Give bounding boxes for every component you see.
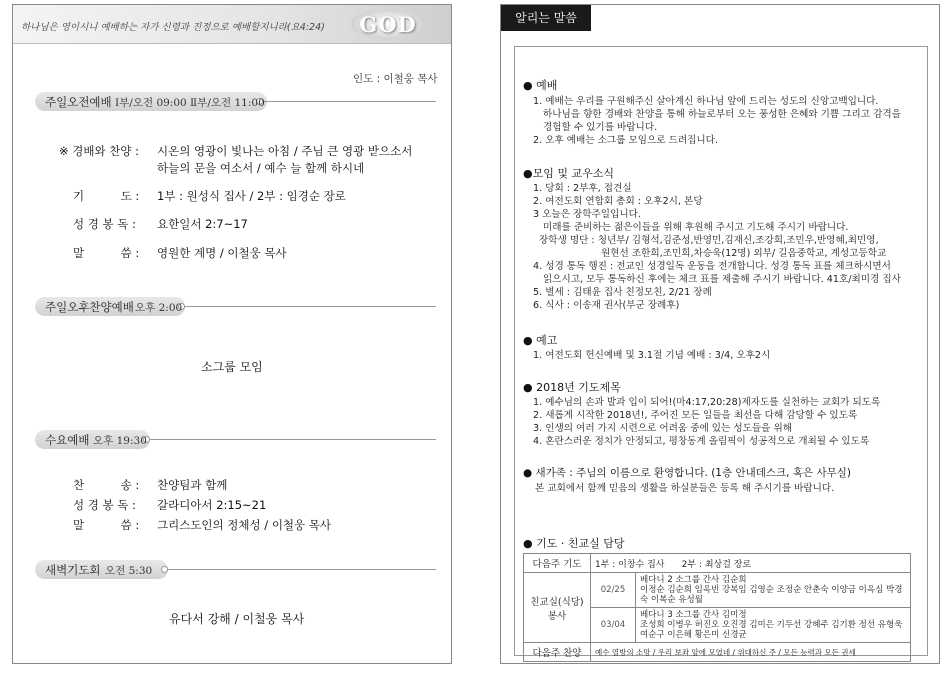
wed-reading-label: 성 경 봉 독 :	[73, 498, 136, 512]
wednesday-service-name: 수요예배	[45, 433, 90, 447]
prayer-label: 기 도 :	[73, 189, 140, 203]
worship-line-4: 2. 오후 예배는 소그룹 모임으로 드려집니다.	[533, 135, 718, 146]
divider-dot	[161, 566, 168, 573]
dawn-service-time: 오전 5:30	[105, 565, 153, 577]
worship-line-2: 하나님을 향한 경배와 찬양을 통해 하늘로부터 오는 풍성한 은혜와 기쁨 그리고 감격을	[543, 109, 901, 120]
meetings-line-3: 3 오늘은 장학주일입니다.	[533, 209, 641, 220]
duty-group-2-leader: 베다니 3 소그룹 간사 김미정	[640, 610, 747, 620]
newcomer-line-1: 본 교회에서 함께 믿음의 생활을 하실분들은 등록 해 주시기를 바랍니다.	[535, 483, 835, 494]
notice-line-1: 1. 여전도회 헌신예배 및 3.1절 기념 예배 : 3/4, 오후2시	[533, 350, 771, 361]
wednesday-service-time: 오후 19:30	[93, 435, 147, 447]
prayer-topic-2: 2. 새롭게 시작한 2018년!, 주어진 모든 일들을 최선을 다해 감당할 수 있도록	[533, 410, 858, 421]
fellowship-label: 친교실(식당) 봉사	[524, 573, 591, 643]
god-logo-text: GOD	[359, 12, 417, 37]
meetings-line-1: 1. 당회 : 2부후, 접견실	[533, 183, 632, 194]
afternoon-service-time: 오후 2:00	[135, 302, 183, 314]
divider	[148, 439, 436, 440]
hymn-line-1: 시온의 영광이 빛나는 아침 / 주님 큰 영광 받으소서	[157, 144, 413, 158]
scripture-banner	[13, 5, 451, 44]
next-prayer-value: 1부 : 이창수 집사 2부 : 최상걸 장로	[591, 554, 911, 573]
afternoon-service-name: 주일오후찬양예배	[45, 300, 134, 314]
duty-table	[523, 553, 911, 662]
duty-date-1: 02/25	[591, 573, 636, 608]
next-prayer-label: 다음주 기도	[524, 554, 591, 573]
hymn-line-2: 하늘의 문을 여소서 / 예수 늘 함께 하시네	[157, 161, 365, 175]
notice-heading: ● 예고	[523, 334, 558, 347]
duty-group-2	[636, 608, 911, 643]
prayer-topic-4: 4. 혼란스러운 정치가 안정되고, 평창동계 올림픽이 성공적으로 개최될 수 있도록	[533, 436, 870, 447]
meetings-line-2: 2. 여전도회 연합회 총회 : 오후2시, 본당	[533, 196, 703, 207]
meetings-line-8: 읽으시고, 모두 통독하신 후에는 체크 표를 제출해 주시기 바랍니다. 41호/최미경 집사	[543, 274, 901, 285]
newcomer-heading: ● 새가족 : 주님의 이름으로 환영합니다. (1층 안내데스크, 혹은 사무실)	[523, 467, 852, 479]
god-logo	[351, 9, 425, 39]
divider	[261, 101, 436, 102]
praise-value: 찬양팀과 함께	[157, 478, 228, 492]
divider	[166, 569, 436, 570]
order-of-worship-panel	[12, 4, 452, 664]
worship-line-1: 1. 예배는 우리를 구원해주신 살아계신 하나님 앞에 드리는 성도의 신앙고백입니다.	[533, 96, 879, 107]
dawn-service-name: 새벽기도회	[45, 563, 101, 577]
worship-heading: ● 예배	[523, 79, 558, 92]
next-praise-label: 다음주 찬양	[524, 643, 591, 662]
morning-service-name: 주일오전예배	[45, 95, 112, 109]
wed-reading-value: 갈라디아서 2:15~21	[157, 498, 267, 512]
prayer-topic-1: 1. 예수님의 손과 발과 입이 되어!(마4:17,20:28)제자도를 실천하는 교회가 되도록	[533, 397, 881, 408]
meetings-line-7: 4. 성경 통독 행진 : 전교인 성경일독 운동을 전개합니다. 성경 통독 표를 체크하시면서	[533, 261, 891, 272]
meetings-line-4: 미래를 준비하는 젊은이들을 위해 후원해 주시고 기도해 주시기 바랍니다.	[543, 222, 849, 233]
table-row	[524, 554, 911, 573]
hymn-label: ※ 경배와 찬양 :	[59, 144, 140, 158]
prayer-topics-heading: ● 2018년 기도제목	[523, 381, 621, 394]
duty-group-2-members: 조성희 이병우 허진오 오진경 김미은 기두선 강혜주 김기환 정선 유형욱 여순구 이은해 황은미 신경균	[640, 620, 903, 640]
prayer-topic-3: 3. 인생의 여러 가지 시련으로 어려움 중에 있는 성도들을 위해	[533, 423, 793, 434]
meetings-line-9: 5. 별세 : 김태윤 집사 친정모친, 2/21 장례	[533, 287, 712, 298]
meetings-line-10: 6. 식사 : 이송재 권사(부군 장례후)	[533, 300, 680, 311]
duty-heading: ● 기도 · 친교실 담당	[523, 537, 625, 550]
divider	[183, 306, 436, 307]
praise-label: 찬 송 :	[73, 478, 140, 492]
table-row	[524, 643, 911, 662]
duty-group-1-members: 이정순 김순희 임옥빈 강복임 김영순 조정순 안춘숙 이양금 이옥심 박경숙 이복순 유성월	[640, 585, 903, 605]
morning-service-time: Ⅰ부/오전 09:00 Ⅱ부/오전 11:00	[115, 97, 265, 109]
table-row	[524, 573, 911, 608]
duty-group-1	[636, 573, 911, 608]
meetings-heading: ●모임 및 교우소식	[523, 167, 614, 180]
banner-verse: 하나님은 영이시니 예배하는 자가 신령과 진정으로 예배할지니라(요4:24)	[21, 22, 325, 33]
wed-sermon-label: 말 씀 :	[73, 518, 140, 532]
sermon-value: 영원한 계명 / 이철웅 목사	[157, 246, 287, 260]
worship-line-3: 경험할 수 있기를 바랍니다.	[543, 122, 658, 133]
duty-group-1-leader: 베다니 2 소그룹 간사 김순희	[640, 575, 747, 585]
meetings-line-6: 원현선 조한희,조민희,차승욱(12명) 외부/ 길음중학교, 계성고등학교	[601, 248, 887, 259]
wed-sermon-value: 그리스도인의 정체성 / 이철웅 목사	[157, 518, 332, 532]
meetings-line-5: 장학생 명단 : 청년부/ 김형석,김준성,반영민,김재신,조강희,조민우,반영혜,최민영,	[539, 235, 879, 246]
reading-label: 성 경 봉 독 :	[73, 217, 136, 231]
announcements-tag: 알리는 말씀	[501, 5, 591, 31]
sermon-label: 말 씀 :	[73, 246, 140, 260]
presider-label: 인도 : 이철웅 목사	[353, 73, 438, 85]
next-praise-value: 예수 열방의 소망 / 우리 보좌 앞에 모였네 / 위대하신 주 / 모든 능력과 모든 권세	[591, 643, 911, 662]
duty-date-2: 03/04	[591, 608, 636, 643]
dawn-content: 유다서 강해 / 이철웅 목사	[169, 612, 305, 626]
prayer-value: 1부 : 원성식 집사 / 2부 : 임경순 장로	[157, 189, 346, 203]
announcements-panel	[500, 4, 940, 664]
reading-value: 요한일서 2:7~17	[157, 217, 248, 231]
afternoon-content: 소그룹 모임	[201, 360, 263, 374]
